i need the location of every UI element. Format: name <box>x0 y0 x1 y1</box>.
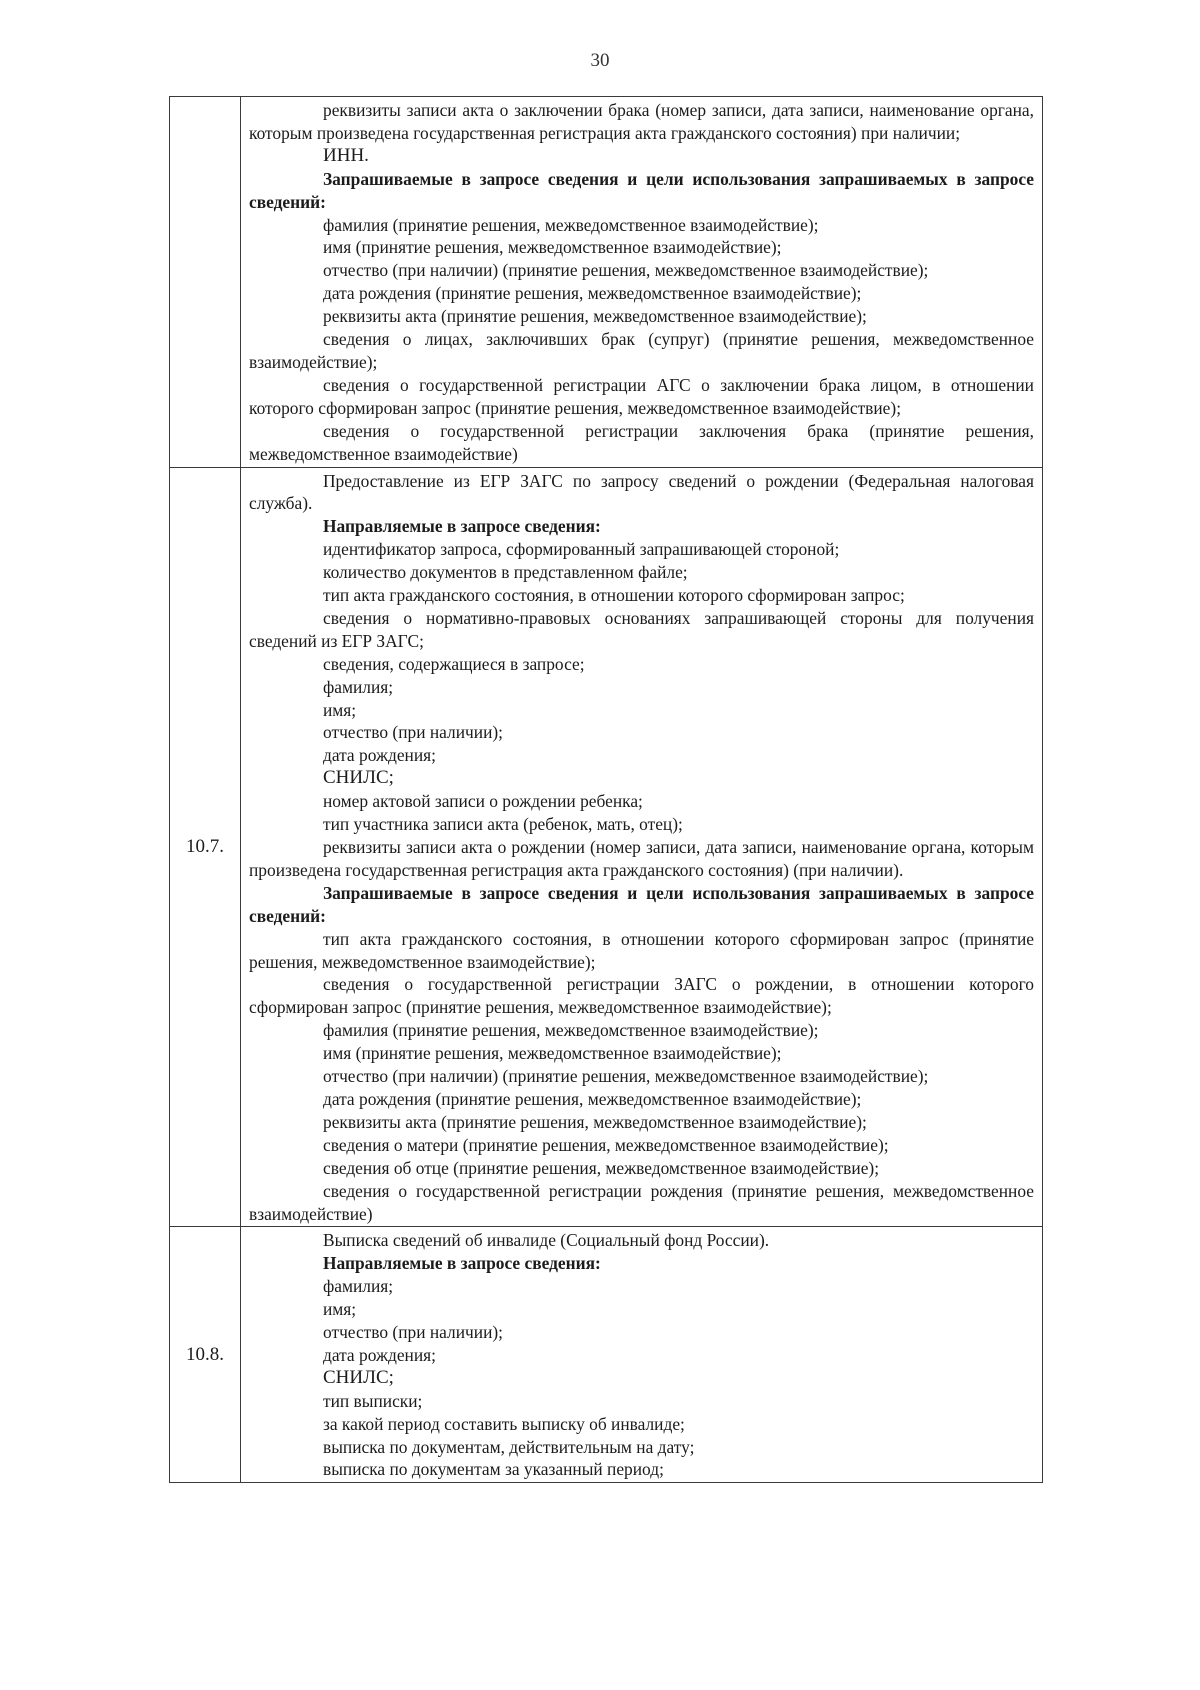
text-line: ИНН. <box>323 144 369 166</box>
row-content <box>241 97 1043 468</box>
text-line: тип акта гражданского состояния, в отношении которого сформирован запрос (принятие решения, межведомственное взаимодействие); <box>249 928 1034 972</box>
text-line: сведения о лицах, заключивших брак (супруг) (принятие решения, межведомственное взаимодействие); <box>249 329 1034 372</box>
text-line: выписка по документам, действительным на дату; <box>323 1436 695 1457</box>
document-table <box>169 96 1043 1483</box>
table-row <box>170 97 1043 468</box>
text-line: сведения о матери (принятие решения, межведомственное взаимодействие); <box>323 1134 889 1155</box>
text-line: сведения о государственной регистрации ЗАГС о рождении, в отношении которого сформирован запрос (принятие решения, межведомственное взаимодействие); <box>249 974 1034 1018</box>
table-row <box>170 1227 1043 1483</box>
text-line: сведения об отце (принятие решения, межведомственное взаимодействие); <box>323 1157 880 1178</box>
text-line: реквизиты акта (принятие решения, межведомственное взаимодействие); <box>323 1111 867 1132</box>
section-heading: Запрашиваемые в запросе сведения и цели использования запрашиваемых в запросе сведений: <box>249 882 1034 926</box>
text-line: выписка по документам за указанный период; <box>323 1459 664 1480</box>
text-line: сведения о государственной регистрации АГС о заключении брака лицом, в отношении которого сформирован запрос (принятие решения, межведомственное взаимодействие); <box>249 374 1034 418</box>
text-line: СНИЛС; <box>323 1366 394 1388</box>
table-row <box>170 467 1043 1227</box>
text-line: фамилия (принятие решения, межведомственное взаимодействие); <box>323 1020 819 1041</box>
text-line: за какой период составить выписку об инвалиде; <box>323 1413 685 1434</box>
row-number <box>170 97 241 468</box>
text-line: фамилия; <box>323 1276 394 1297</box>
text-line: имя; <box>323 699 357 720</box>
text-line: СНИЛС; <box>323 767 394 789</box>
text-line: имя; <box>323 1299 357 1320</box>
section-heading: Направляемые в запросе сведения: <box>323 516 601 537</box>
text-line: Предоставление из ЕГР ЗАГС по запросу сведений о рождении (Федеральная налоговая служба). <box>249 470 1034 514</box>
text-line: тип участника записи акта (ребенок, мать, отец); <box>323 814 683 835</box>
text-line: тип акта гражданского состояния, в отношении которого сформирован запрос; <box>323 585 905 606</box>
text-line: сведения о государственной регистрации рождения (принятие решения, межведомственное взаимодействие) <box>249 1180 1034 1224</box>
text-line: дата рождения; <box>323 1344 436 1365</box>
text-line: отчество (при наличии) (принятие решения, межведомственное взаимодействие); <box>323 260 929 281</box>
text-line: фамилия (принятие решения, межведомственное взаимодействие); <box>323 214 819 235</box>
row-content <box>241 1227 1043 1483</box>
row-number: 10.7. <box>170 467 241 1227</box>
text-line: количество документов в представленном файле; <box>323 562 688 583</box>
text-line: отчество (при наличии) (принятие решения, межведомственное взаимодействие); <box>323 1066 929 1087</box>
text-line: фамилия; <box>323 676 394 697</box>
text-line: отчество (при наличии); <box>323 722 504 743</box>
text-line: дата рождения (принятие решения, межведомственное взаимодействие); <box>323 283 862 304</box>
section-heading: Запрашиваемые в запросе сведения и цели использования запрашиваемых в запросе сведений: <box>249 168 1034 212</box>
text-line: реквизиты акта (принятие решения, межведомственное взаимодействие); <box>323 306 867 327</box>
text-line: дата рождения (принятие решения, межведомственное взаимодействие); <box>323 1088 862 1109</box>
text-line: реквизиты записи акта о заключении брака (номер записи, дата записи, наименование органа, которым произведена государственная регистрация акта гражданского состояния) при наличии; <box>249 100 1034 143</box>
text-line: сведения о государственной регистрации заключения брака (принятие решения, межведомственное взаимодействие) <box>249 420 1034 464</box>
section-heading: Направляемые в запросе сведения: <box>323 1253 601 1274</box>
text-line: сведения о нормативно-правовых основаниях запрашивающей стороны для получения сведений из ЕГР ЗАГС; <box>249 607 1034 651</box>
row-number: 10.8. <box>170 1227 241 1483</box>
text-line: номер актовой записи о рождении ребенка; <box>323 791 643 812</box>
row-content <box>241 467 1043 1227</box>
text-line: имя (принятие решения, межведомственное взаимодействие); <box>323 237 782 258</box>
text-line: дата рождения; <box>323 745 436 766</box>
text-line: идентификатор запроса, сформированный запрашивающей стороной; <box>323 539 840 560</box>
text-line: тип выписки; <box>323 1390 423 1411</box>
text-line: имя (принятие решения, межведомственное взаимодействие); <box>323 1043 782 1064</box>
document-table-body <box>170 97 1043 1483</box>
text-line: реквизиты записи акта о рождении (номер записи, дата записи, наименование органа, которым произведена государственная регистрация акта гражданского состояния) (при наличии). <box>249 837 1034 880</box>
text-line: Выписка сведений об инвалиде (Социальный фонд России). <box>323 1230 770 1251</box>
page-number: 30 <box>590 50 610 71</box>
text-line: отчество (при наличии); <box>323 1322 504 1343</box>
text-line: сведения, содержащиеся в запросе; <box>323 653 585 674</box>
